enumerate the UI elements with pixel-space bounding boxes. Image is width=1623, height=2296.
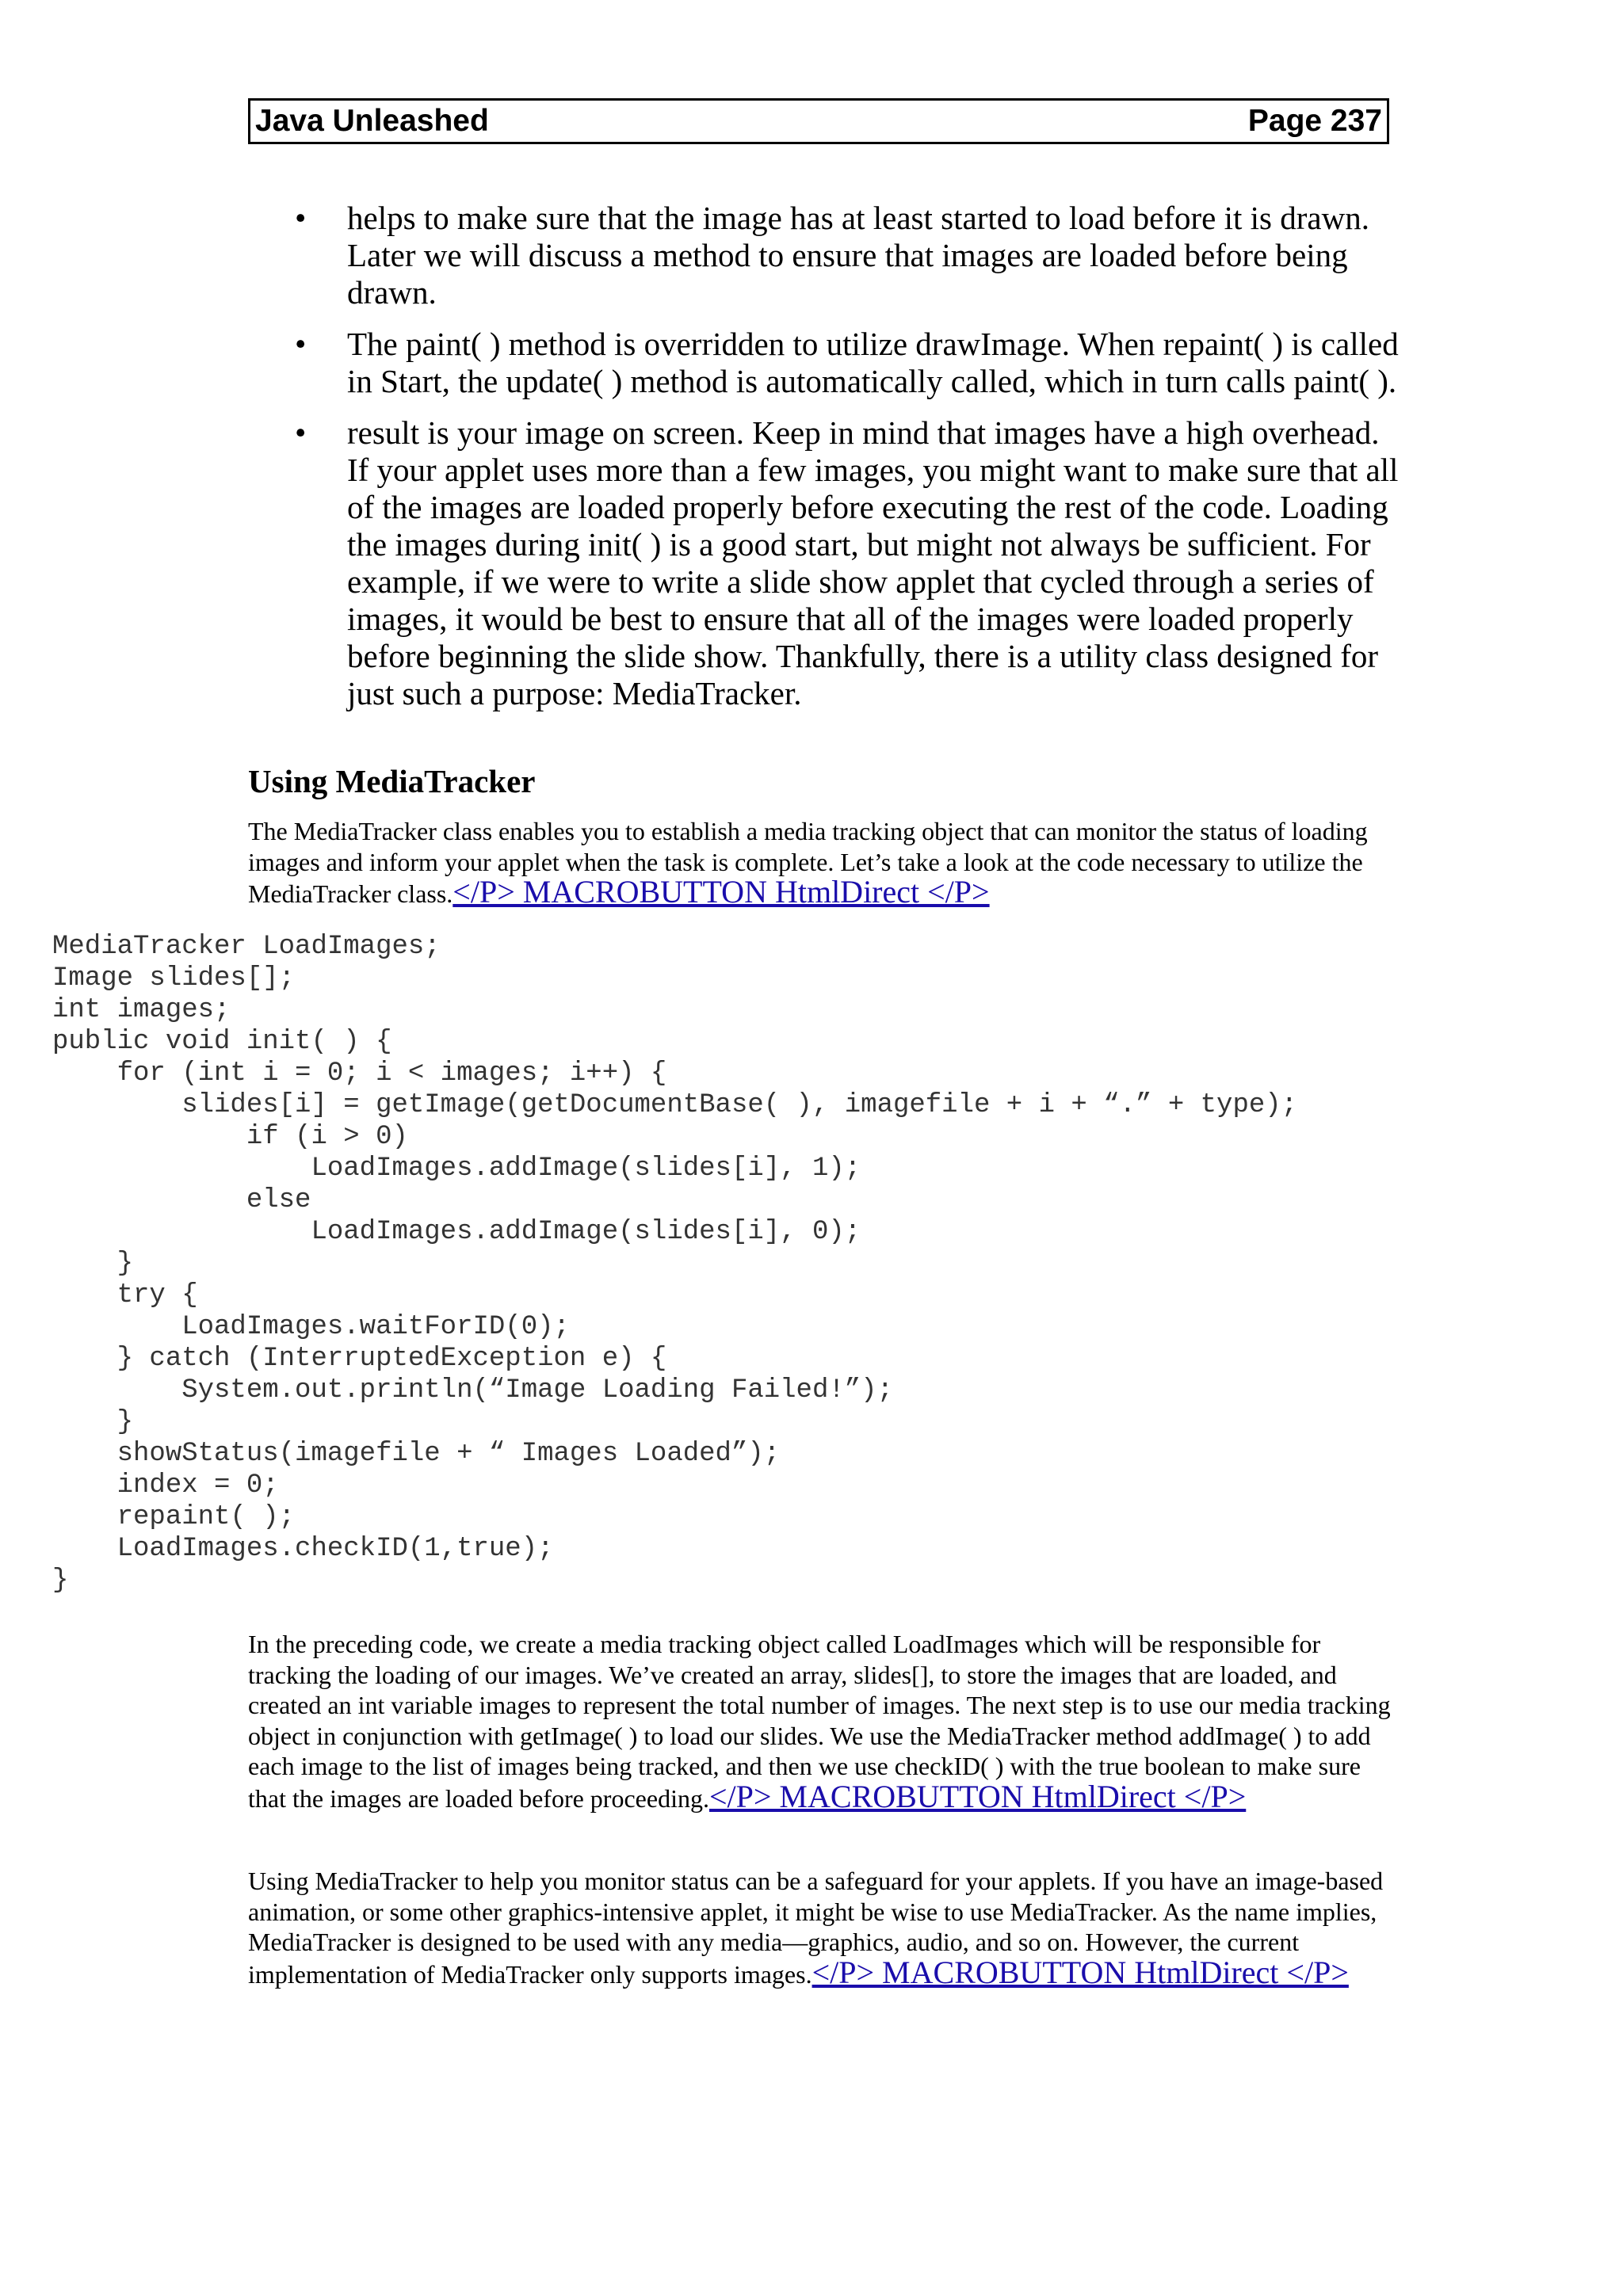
bullet-text: helps to make sure that the image has at least started to load before it is drawn. Later we will discuss a method to ensure that images are loaded before being drawn. (347, 200, 1369, 311)
summary-text: Using MediaTracker to help you monitor status can be a safeguard for your applets. If you have an image-based animation, or some other graphics-intensive applet, it might be wise to use MediaTracker. As the name implies, MediaTracker is designed to be used with any media—graphics, audio, and so on. However, the current implementation of MediaTracker only supports images. (248, 1867, 1384, 1989)
summary-paragraph (248, 1866, 1397, 1989)
book-title: Java Unleashed (255, 104, 489, 138)
bullet-text: result is your image on screen. Keep in mind that images have a high overhead. If your applet uses more than a few images, you might want to make sure that all of the images are loaded properly before executing the rest of the code. Loading the images during init( ) is a good start, but might not always be sufficient. For example, if we were to write a slide show applet that cycled through a series of images, it would be best to ensure that all of the images were loaded properly before beginning the slide show. Thankfully, there is a utility class designed for just such a purpose: MediaTracker. (347, 414, 1399, 711)
intro-text: The MediaTracker class enables you to establish a media tracking object that can monitor the status of loading images and inform your applet when the task is complete. Let’s take a look at the code necessary to utilize the MediaTracker class. (248, 817, 1368, 909)
macrobutton-link[interactable]: </P> MACROBUTTON HtmlDirect </P> (812, 1954, 1349, 1990)
macrobutton-link[interactable]: </P> MACROBUTTON HtmlDirect </P> (453, 874, 990, 910)
bullet-item (295, 414, 1404, 712)
section-heading: Using MediaTracker (248, 763, 536, 799)
explanation-paragraph (248, 1629, 1397, 1814)
explanation-text: In the preceding code, we create a media tracking object called LoadImages which will be responsible for tracking the loading of our images. We’ve created an array, slides[], to store the images that are loaded, and created an int variable images to represent the total number of images. The next step is to use our media tracking object in conjunction with getImage( ) to load our slides. We use the MediaTracker method addImage( ) to add each image to the list of images being tracked, and then we use checkID( ) with the true boolean to make sure that the images are loaded before proceeding. (248, 1630, 1391, 1813)
page-header (248, 98, 1389, 144)
bullet-icon: • (295, 326, 307, 362)
bullet-list (295, 200, 1404, 727)
page-number: Page 237 (1247, 104, 1382, 138)
bullet-item (295, 200, 1404, 311)
bullet-icon: • (295, 414, 307, 451)
bullet-icon: • (295, 200, 307, 236)
macrobutton-link[interactable]: </P> MACROBUTTON HtmlDirect </P> (708, 1778, 1247, 1814)
bullet-text: The paint( ) method is overridden to utilize drawImage. When repaint( ) is called in Start, the update( ) method is automatically called, which in turn calls paint( ). (347, 326, 1399, 399)
intro-paragraph (248, 816, 1397, 910)
bullet-item (295, 326, 1404, 400)
code-listing: MediaTracker LoadImages; Image slides[]; int images; public void init( ) { for (int i = 0; i < images; i++) { slides[i] = getImage(getDocumentBase( ), imagefile + i + “.” + type); if (i > 0) LoadImages.addImage(slides[i], 1); else LoadImages.addImage(slides[i], 0); } try { LoadImages.waitForID(0); } catch (InterruptedException e) { System.out.println(“Image Loading Failed!”); } showStatus(imagefile + “ Images Loaded”); index = 0; repaint( ); LoadImages.checkID(1,true); } (52, 932, 1298, 1596)
